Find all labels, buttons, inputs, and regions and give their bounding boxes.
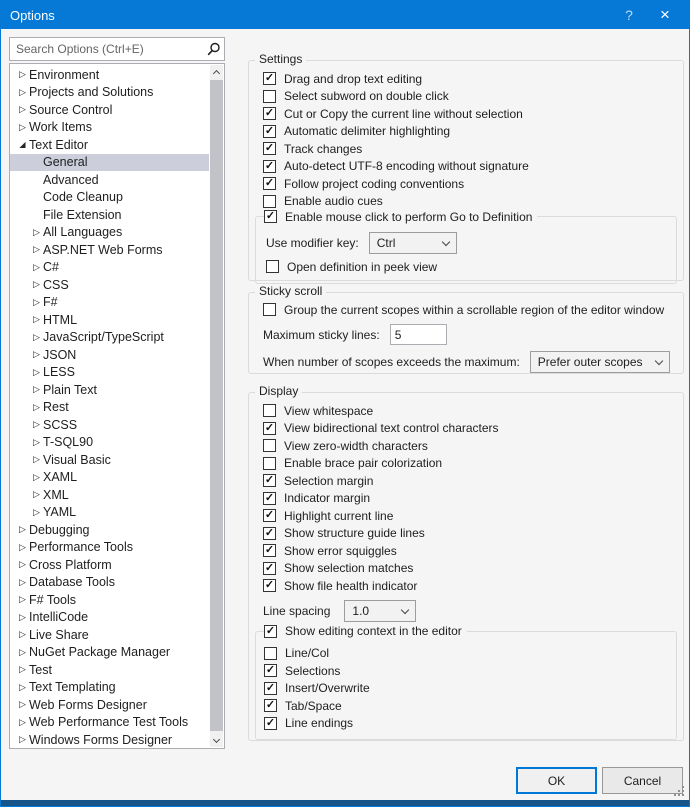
checkbox-row: [264, 697, 676, 715]
search-icon[interactable]: [202, 42, 224, 57]
combo-value: Ctrl: [376, 236, 396, 250]
checkbox[interactable]: [263, 90, 276, 103]
tree-item[interactable]: [10, 399, 209, 417]
checkbox-row: [263, 472, 683, 490]
checkbox[interactable]: [263, 439, 276, 452]
sticky-scroll-group-title: Sticky scroll: [255, 284, 326, 298]
expand-arrow-icon[interactable]: ▷: [19, 734, 26, 745]
tree-item[interactable]: [10, 381, 209, 399]
tree-item-label: XML: [43, 487, 69, 502]
tree-item-label: JavaScript/TypeScript: [43, 330, 164, 345]
max-sticky-lines-row: [263, 323, 683, 347]
close-button[interactable]: [647, 1, 683, 29]
checkbox-label: Enable mouse click to perform Go to Definition: [285, 209, 533, 224]
checkbox-row: [263, 437, 683, 455]
tree-item-label: Performance Tools: [29, 540, 133, 555]
checkbox-row: [263, 402, 683, 420]
search-input[interactable]: [10, 42, 202, 56]
checkbox[interactable]: [263, 195, 276, 208]
tree-item[interactable]: [10, 451, 209, 469]
checkbox-label: Cut or Copy the current line without selection: [284, 106, 523, 121]
tree-item-label: Live Share: [29, 627, 89, 642]
checkbox[interactable]: ✓: [264, 421, 275, 434]
chevron-down-icon: [655, 356, 663, 364]
tree-item[interactable]: [10, 539, 209, 557]
settings-group-title: Settings: [255, 52, 306, 66]
checkbox[interactable]: ✓: [265, 664, 276, 677]
tree-item-label: F# Tools: [29, 592, 77, 607]
expand-arrow-icon[interactable]: ▷: [33, 314, 40, 325]
scopes-exceed-select[interactable]: [530, 351, 670, 373]
line-spacing-row: [263, 599, 683, 623]
combo-value: Prefer outer scopes: [537, 354, 643, 369]
max-sticky-lines-input[interactable]: [390, 324, 447, 345]
tree-item[interactable]: [10, 154, 209, 172]
checkbox-row: [263, 105, 683, 123]
checkbox-label: Open definition in peek view: [287, 259, 438, 274]
expand-arrow-icon[interactable]: ▷: [33, 454, 40, 465]
tree-item-label: Cross Platform: [29, 557, 112, 572]
title-bar-buttons: [611, 1, 683, 29]
tree-item[interactable]: [10, 644, 209, 662]
scroll-up-icon[interactable]: [210, 65, 223, 79]
checkbox[interactable]: ✓: [264, 579, 275, 592]
expand-arrow-icon[interactable]: ▷: [33, 436, 40, 447]
expand-arrow-icon[interactable]: ▷: [33, 506, 40, 517]
checkbox[interactable]: ✓: [264, 509, 275, 522]
tree-item[interactable]: [10, 679, 209, 697]
expand-arrow-icon[interactable]: ▷: [19, 559, 26, 570]
cancel-button-label: Cancel: [623, 773, 662, 788]
expand-arrow-icon[interactable]: ▷: [33, 489, 40, 500]
tree-item-label: Text Editor: [29, 137, 89, 152]
tree-item-label: Work Items: [29, 120, 92, 135]
checkbox-row: [263, 490, 683, 508]
tree-item-label: Web Performance Test Tools: [29, 715, 189, 730]
expand-arrow-icon[interactable]: ▷: [33, 226, 40, 237]
tree-item[interactable]: [10, 609, 209, 627]
tree-item-label: C#: [43, 260, 59, 275]
checkbox-row: [263, 577, 683, 595]
expand-arrow-icon[interactable]: ▷: [19, 541, 26, 552]
tree-item-label: NuGet Package Manager: [29, 645, 171, 660]
checkbox-row: [263, 560, 683, 578]
tree-item-label: Windows Forms Designer: [29, 732, 173, 747]
window-title: Options: [10, 7, 55, 23]
checkbox-label: Drag and drop text editing: [284, 71, 423, 86]
scrollbar-thumb[interactable]: [210, 80, 223, 731]
tree-item[interactable]: [10, 224, 209, 242]
tree-item[interactable]: [10, 294, 209, 312]
expand-arrow-icon[interactable]: ▷: [19, 69, 26, 80]
checkbox[interactable]: ✓: [265, 210, 276, 222]
checkbox-row: [264, 645, 676, 663]
line-spacing-label: Line spacing: [263, 603, 331, 618]
tree-item[interactable]: [10, 416, 209, 434]
tree-item-label: SCSS: [43, 417, 78, 432]
sticky-scroll-group: [248, 284, 684, 374]
tree-item-label: IntelliCode: [29, 610, 89, 625]
checkbox[interactable]: [266, 260, 279, 273]
checkbox-row: [263, 88, 683, 106]
modifier-key-row: [266, 231, 676, 255]
tree-item[interactable]: [10, 469, 209, 487]
checkbox[interactable]: [263, 404, 276, 417]
max-sticky-lines-label: Maximum sticky lines:: [263, 327, 380, 342]
tree-item-label: LESS: [43, 365, 75, 380]
checkbox-label: Show structure guide lines: [284, 526, 425, 541]
checkbox-label: View bidirectional text control characters: [284, 421, 499, 436]
checkbox-label: Line endings: [285, 716, 354, 731]
tree-item-label: Debugging: [29, 522, 90, 537]
checkbox-label: Track changes: [284, 141, 363, 156]
expand-arrow-icon[interactable]: ▷: [19, 699, 26, 710]
expand-arrow-icon[interactable]: ▷: [33, 419, 40, 430]
window-bottom-border: [1, 800, 689, 806]
checkbox[interactable]: ✓: [264, 159, 275, 172]
scopes-exceed-label: When number of scopes exceeds the maximum:: [263, 354, 520, 369]
tree-item-label: HTML: [43, 312, 78, 327]
tree-item[interactable]: [10, 346, 209, 364]
tree-item-label: Advanced: [43, 172, 99, 187]
tree-item-label: Code Cleanup: [43, 190, 123, 205]
tree-item[interactable]: [10, 136, 209, 154]
checkbox-row: [263, 455, 683, 473]
checkbox-label: Insert/Overwrite: [285, 681, 370, 696]
resize-grip-icon[interactable]: [674, 786, 685, 797]
checkbox[interactable]: ✓: [264, 561, 275, 574]
tree-item[interactable]: [10, 556, 209, 574]
tree-item-label: Web Forms Designer: [29, 697, 147, 712]
checkbox-label: Show editing context in the editor: [285, 624, 462, 638]
checkbox[interactable]: ✓: [264, 142, 275, 155]
checkbox-label: Selections: [285, 663, 341, 678]
checkbox[interactable]: ✓: [264, 177, 275, 190]
help-button[interactable]: [611, 1, 647, 29]
expand-arrow-icon[interactable]: ▷: [33, 279, 40, 290]
checkbox-label: Line/Col: [285, 646, 330, 661]
collapse-arrow-icon[interactable]: ◢: [19, 139, 26, 149]
tree-item[interactable]: [10, 364, 209, 382]
checkbox-label: Enable audio cues: [284, 194, 383, 209]
tree-item-label: XAML: [43, 470, 78, 485]
checkbox-label: Show error squiggles: [284, 543, 397, 558]
tree-item-label: General: [43, 155, 88, 170]
tree-item[interactable]: [10, 259, 209, 277]
checkbox-label: Auto-detect UTF-8 encoding without signature: [284, 159, 529, 174]
checkbox-row: [263, 123, 683, 141]
tree-item[interactable]: [10, 189, 209, 207]
chevron-down-icon: [441, 238, 449, 246]
settings-group: [248, 52, 684, 281]
tree-item-label: Text Templating: [29, 680, 116, 695]
expand-arrow-icon[interactable]: ▷: [19, 86, 26, 97]
checkbox-row: [264, 662, 676, 680]
tree-item[interactable]: [10, 434, 209, 452]
checkbox-label: Show file health indicator: [284, 578, 418, 593]
tree-item[interactable]: [10, 206, 209, 224]
expand-arrow-icon[interactable]: ▷: [19, 611, 26, 622]
checkbox-row: [264, 623, 462, 640]
checkbox[interactable]: ✓: [264, 526, 275, 539]
tree-item[interactable]: [10, 731, 209, 749]
tree-item[interactable]: [10, 661, 209, 679]
tree-item[interactable]: [10, 714, 209, 732]
cancel-button[interactable]: [602, 767, 683, 794]
checkbox-row: [264, 208, 532, 225]
tree-scrollbar[interactable]: [210, 65, 223, 747]
checkbox-label: View whitespace: [284, 403, 374, 418]
tree-item-label: CSS: [43, 277, 69, 292]
checkbox[interactable]: ✓: [265, 699, 276, 712]
expand-arrow-icon[interactable]: ▷: [19, 576, 26, 587]
checkbox-row: [263, 507, 683, 525]
checkbox-label: Enable brace pair colorization: [284, 456, 443, 471]
combo-value: 1.0: [352, 603, 370, 618]
expand-arrow-icon[interactable]: ▷: [33, 244, 40, 255]
tree-item[interactable]: [10, 276, 209, 294]
checkbox-label: Follow project coding conventions: [284, 176, 465, 191]
tree-item[interactable]: [10, 171, 209, 189]
checkbox-label: Tab/Space: [285, 698, 342, 713]
tree-item[interactable]: [10, 504, 209, 522]
tree-item-label: Environment: [29, 67, 100, 82]
checkbox-row: [263, 420, 683, 438]
tree-item-label: File Extension: [43, 207, 122, 222]
tree-item-label: Plain Text: [43, 382, 97, 397]
checkbox[interactable]: [263, 457, 276, 470]
expand-arrow-icon[interactable]: ▷: [19, 664, 26, 675]
tree-item-label: Projects and Solutions: [29, 85, 154, 100]
tree-item[interactable]: [10, 696, 209, 714]
expand-arrow-icon[interactable]: ▷: [19, 121, 26, 132]
tree-item[interactable]: [10, 101, 209, 119]
checkbox[interactable]: [263, 303, 276, 316]
tree-item-label: All Languages: [43, 225, 123, 240]
tree-item[interactable]: [10, 486, 209, 504]
expand-arrow-icon[interactable]: ▷: [33, 331, 40, 342]
checkbox-row: [263, 158, 683, 176]
ok-button[interactable]: [516, 767, 597, 794]
checkbox-row: [263, 140, 683, 158]
checkbox[interactable]: ✓: [265, 681, 276, 694]
tree-item-label: Test: [29, 662, 52, 677]
tree-item-label: T-SQL90: [43, 435, 94, 450]
checkbox[interactable]: ✓: [264, 107, 275, 120]
expand-arrow-icon[interactable]: ▷: [19, 629, 26, 640]
expand-arrow-icon[interactable]: ▷: [33, 471, 40, 482]
checkbox-label: Highlight current line: [284, 508, 394, 523]
help-icon: ?: [625, 7, 633, 23]
scroll-down-icon[interactable]: [210, 733, 223, 747]
tree-item[interactable]: [10, 521, 209, 539]
expand-arrow-icon[interactable]: ▷: [19, 681, 26, 692]
tree-item[interactable]: [10, 241, 209, 259]
chevron-down-icon: [401, 605, 409, 613]
tree-item[interactable]: [10, 119, 209, 137]
display-group: [248, 384, 684, 741]
checkbox-label: Indicator margin: [284, 491, 371, 506]
tree-item[interactable]: [10, 329, 209, 347]
checkbox-label: Select subword on double click: [284, 89, 449, 104]
expand-arrow-icon[interactable]: ▷: [33, 401, 40, 412]
expand-arrow-icon[interactable]: ▷: [33, 349, 40, 360]
checkbox[interactable]: ✓: [264, 544, 275, 557]
checkbox-row: [263, 542, 683, 560]
expand-arrow-icon[interactable]: ▷: [19, 594, 26, 605]
checkbox[interactable]: ✓: [264, 474, 275, 487]
tree-item[interactable]: [10, 66, 209, 84]
search-box: [9, 37, 225, 61]
tree-item[interactable]: [10, 574, 209, 592]
modifier-key-select[interactable]: [369, 232, 457, 254]
checkbox-row: [266, 258, 676, 276]
expand-arrow-icon[interactable]: ▷: [19, 104, 26, 115]
title-bar: [1, 1, 689, 29]
display-group-title: Display: [255, 384, 302, 398]
expand-arrow-icon[interactable]: ▷: [33, 261, 40, 272]
checkbox[interactable]: ✓: [265, 716, 276, 729]
checkbox-row: [263, 525, 683, 543]
checkbox[interactable]: ✓: [264, 491, 275, 504]
checkbox-row: [263, 301, 683, 319]
expand-arrow-icon[interactable]: ▷: [33, 366, 40, 377]
tree-item-label: ASP.NET Web Forms: [43, 242, 163, 257]
tree-item[interactable]: [10, 626, 209, 644]
line-spacing-select[interactable]: [344, 600, 416, 622]
checkbox-label: Group the current scopes within a scrollable region of the editor window: [284, 302, 665, 317]
expand-arrow-icon[interactable]: ▷: [33, 384, 40, 395]
tree-item[interactable]: [10, 591, 209, 609]
scopes-exceed-row: [263, 350, 683, 374]
tree-item-label: Source Control: [29, 102, 113, 117]
checkbox[interactable]: ✓: [264, 124, 275, 137]
expand-arrow-icon[interactable]: ▷: [19, 646, 26, 657]
close-icon: ×: [660, 5, 670, 24]
expand-arrow-icon[interactable]: ▷: [33, 296, 40, 307]
tree-item-label: Visual Basic: [43, 452, 111, 467]
ok-button-label: OK: [547, 773, 566, 788]
expand-arrow-icon[interactable]: ▷: [19, 716, 26, 727]
checkbox[interactable]: ✓: [264, 72, 275, 85]
tree-item-label: F#: [43, 295, 58, 310]
checkbox-row: [264, 680, 676, 698]
checkbox-label: View zero-width characters: [284, 438, 428, 453]
tree-item-label: JSON: [43, 347, 77, 362]
tree-item-label: Rest: [43, 400, 69, 415]
checkbox-label: Selection margin: [284, 473, 374, 488]
tree-item[interactable]: [10, 311, 209, 329]
options-tree: [9, 63, 225, 749]
checkbox-row: [264, 715, 676, 733]
expand-arrow-icon[interactable]: ▷: [19, 524, 26, 535]
tree-item-label: Database Tools: [29, 575, 115, 590]
checkbox[interactable]: ✓: [265, 624, 276, 637]
tree-item[interactable]: [10, 84, 209, 102]
checkbox-row: [263, 175, 683, 193]
tree-item-label: YAML: [43, 505, 77, 520]
checkbox-label: Show selection matches: [284, 561, 414, 576]
goto-definition-group: [255, 209, 677, 284]
editing-context-group: [255, 624, 677, 741]
checkbox-row: [263, 70, 683, 88]
checkbox[interactable]: [264, 647, 277, 660]
checkbox-label: Automatic delimiter highlighting: [284, 124, 451, 139]
modifier-key-label: Use modifier key:: [266, 236, 359, 250]
